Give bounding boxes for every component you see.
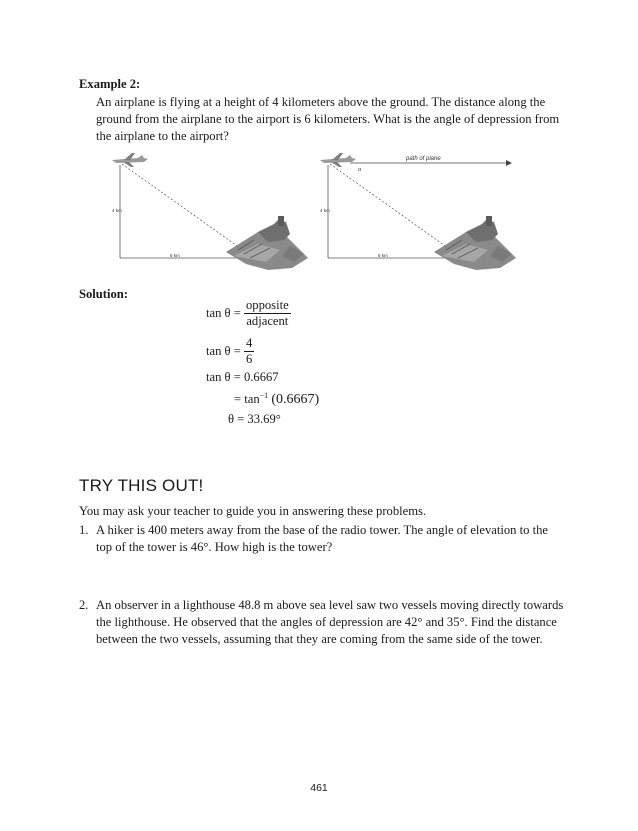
try-this-title: TRY THIS OUT!	[79, 476, 204, 495]
airplane-icon	[112, 153, 148, 167]
page-number: 461	[310, 782, 328, 794]
step-eq: = tan	[234, 392, 260, 407]
sight-line	[330, 164, 448, 248]
height-label: 4 km	[320, 208, 330, 213]
example-problem-text: An airplane is flying at a height of 4 kilometers above the ground. The distance along the ground from the airplane to the airport is 6 kilometers. What is the angle of depression from the airplane to the airport?	[96, 95, 560, 143]
solution-step-2	[206, 336, 254, 367]
item-text: An observer in a lighthouse 48.8 m above sea level saw two vessels moving directly towards the lighthouse. He observed that the angles of depression are 42° and 35°. Find the distance between the two vessels, assuming that they are coming from the same side of the tower.	[96, 598, 564, 646]
fraction-denominator: adjacent	[246, 314, 289, 328]
item-number: 2.	[79, 598, 89, 612]
solution-step-1	[206, 298, 291, 329]
figure-left	[108, 150, 330, 272]
solution-step-5: θ = 33.69°	[228, 412, 281, 426]
example-title: Example 2:	[79, 77, 141, 91]
path-label: path of plane	[406, 156, 441, 162]
item-text: A hiker is 400 meters away from the base of the radio tower. The angle of elevation to the top of the tower is 46°. How high is the tower?	[96, 523, 548, 554]
figure-right	[316, 150, 532, 272]
fraction-numerator: 4	[245, 336, 253, 350]
arrow-head-icon	[506, 160, 512, 166]
item-number: 1.	[79, 523, 89, 537]
ground-label: 6 km	[170, 253, 180, 258]
airplane-icon	[320, 153, 356, 167]
solution-step-4	[234, 391, 319, 408]
try-this-intro: You may ask your teacher to guide you in answering these problems.	[79, 504, 427, 518]
step-lhs: tan θ =	[206, 344, 241, 358]
inverse-superscript: −1	[259, 391, 269, 400]
airport-icon	[226, 216, 308, 270]
ground-label: 6 km	[378, 253, 388, 258]
list-item	[79, 597, 567, 648]
solution-title: Solution:	[79, 287, 128, 301]
fraction-denominator: 6	[245, 352, 253, 366]
sight-line	[122, 164, 240, 248]
fraction	[244, 336, 254, 367]
fraction-numerator: opposite	[245, 298, 289, 312]
solution-step-3: tan θ = 0.6667	[206, 370, 279, 384]
airport-icon	[434, 216, 516, 270]
height-label: 4 km	[112, 208, 122, 213]
angle-label: α	[358, 167, 362, 173]
step-lhs: tan θ =	[206, 306, 241, 320]
list-item	[79, 522, 567, 556]
fraction	[244, 298, 291, 329]
step-arg: (0.6667)	[271, 392, 320, 408]
